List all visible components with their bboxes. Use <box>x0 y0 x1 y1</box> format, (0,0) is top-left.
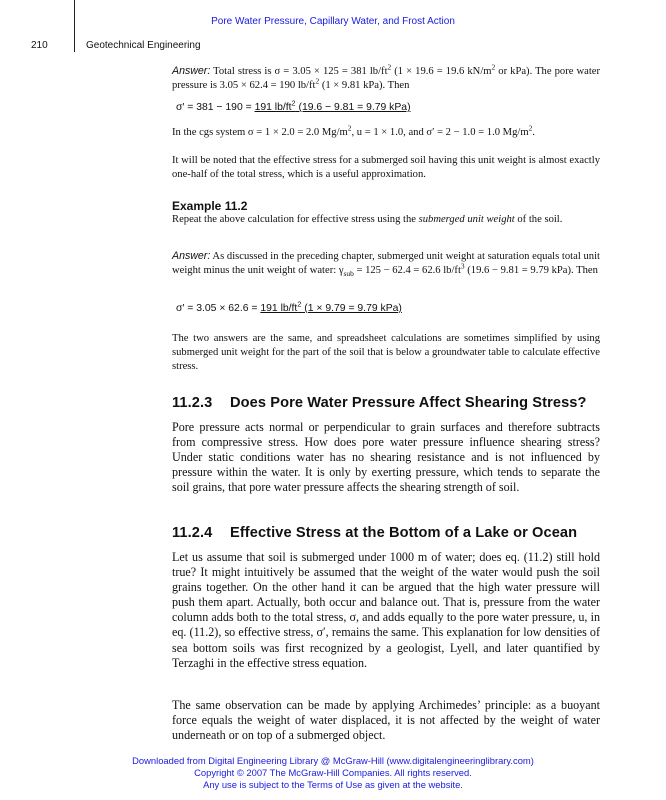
lake-ocean-paragraph-2: The same observation can be made by applying Archimedes’ principle: as a buoyant force equals the weight of water displaced, it is not affected by the weight of water underneath or on top of a submerged object. <box>172 698 600 743</box>
note-paragraph: It will be noted that the effective stress for a submerged soil having this unit weight is almost exactly one-half of the total stress, which is a useful approximation. <box>172 155 600 180</box>
answer-1-paragraph <box>172 64 600 93</box>
superscript-2: 2 <box>315 76 320 86</box>
section-number: 11.2.3 <box>172 395 213 411</box>
answer-label: Answer: <box>172 65 211 77</box>
answer-2-paragraph: Answer: As discussed in the preceding chapter, submerged unit weight at saturation equals total unit weight minus the unit weight of water: $\gamma_{sub} = 125 - 62.4 = 62.6$ $lb/ft^3$ (19.6 − 9.81 = 9.79 kPa). Then <box>172 250 600 279</box>
footer-download-link[interactable]: Downloaded from Digital Engineering Library @ McGraw-Hill (www.digitalengineeringlibrary.com) <box>132 755 534 766</box>
section-heading-11-2-4 <box>172 525 577 541</box>
equation-effective-stress-1 <box>176 98 411 113</box>
cgs-system-line: In the cgs system σ = 1 × 2.0 = 2.0 $Mg/m^2$, u = 1 × 1.0, and σ′ = 2 − 1.0 = 1.0 $Mg/m^2$. <box>172 123 535 138</box>
shearing-stress-paragraph: Pore pressure acts normal or perpendicular to grain surfaces and therefore subtracts from compressive stress. How does pore water pressure influence shearing stress? Under static conditions water has no shearing resistance and is not influenced by pressure within the water. It is only by exerting pressure, which tends to separate the soil grains, that pore water pressure affects the shearing strength of soil. <box>172 420 600 495</box>
example-title: Example 11.2 <box>172 199 248 213</box>
answer-1-text-b: (1 × 19.6 = 19.6 kN/m <box>391 66 492 77</box>
lake-ocean-paragraph-1: Let us assume that soil is submerged under 1000 m of water; does eq. (11.2) still hold true? It might intuitively be assumed that the weight of the water would push the soil grains together. On the other hand it can be argued that the high water pressure will push them apart. Actually, both occur and balance out. That is, pressure from the water column adds both to the total stress, σ, and adds equally to the pore water pressure, u, in eq. (11.2), so effective stress, σ′, remains the same. This explanation for low densities of sea bottom soils was first recognized by a geologist, Lyell, and later quantified by Terzaghi in the effective stress equation. <box>172 550 600 670</box>
equation-prefix: σ′ = 3.05 × 62.6 = <box>176 303 261 314</box>
book-title: Geotechnical Engineering <box>86 40 201 51</box>
chapter-running-header: Pore Water Pressure, Capillary Water, and Frost Action <box>211 16 455 27</box>
footer-copyright-line: Copyright © 2007 The McGraw-Hill Companies. All rights reserved. <box>194 767 472 778</box>
section-title: Does Pore Water Pressure Affect Shearing Stress? <box>230 395 587 411</box>
answer-1-text-a: Total stress is σ = 3.05 × 125 = 381 lb/ft <box>213 66 388 77</box>
answer-1-text-c: or kPa). The pore water pressure is 3.05 × 62.4 = 190 lb/ft <box>172 66 600 91</box>
footer-terms-line: Any use is subject to the Terms of Use as given at the website. <box>203 779 463 790</box>
section-title: Effective Stress at the Bottom of a Lake or Ocean <box>230 525 578 541</box>
answer-label: Answer: <box>172 250 211 262</box>
superscript-2: 2 <box>387 62 392 72</box>
equation-prefix: σ′ = 381 − 190 = <box>176 102 255 113</box>
section-number: 11.2.4 <box>172 525 213 541</box>
example-text: Repeat the above calculation for effective stress using the submerged unit weight of the soil. <box>172 214 563 225</box>
conclusion-paragraph: The two answers are the same, and spreadsheet calculations are sometimes simplified by using submerged unit weight for the part of the soil that is below a groundwater table to calculate effective stress. <box>172 333 600 372</box>
superscript-2: 2 <box>491 62 496 72</box>
emphasis-submerged-unit-weight: submerged unit weight <box>418 214 515 225</box>
section-heading-11-2-3 <box>172 395 587 411</box>
equation-result: 191 $lb/ft^2$ (19.6 − 9.81 = 9.79 kPa) <box>254 98 411 113</box>
page-number: 210 <box>31 40 48 51</box>
footer-copyright <box>0 755 666 791</box>
equation-effective-stress-2 <box>176 299 402 314</box>
equation-result: 191 $lb/ft^2$ (1 × 9.79 = 9.79 kPa) <box>260 299 402 314</box>
answer-1-text-d: (1 × 9.81 kPa). Then <box>319 80 410 91</box>
header-divider-rule <box>74 0 75 52</box>
